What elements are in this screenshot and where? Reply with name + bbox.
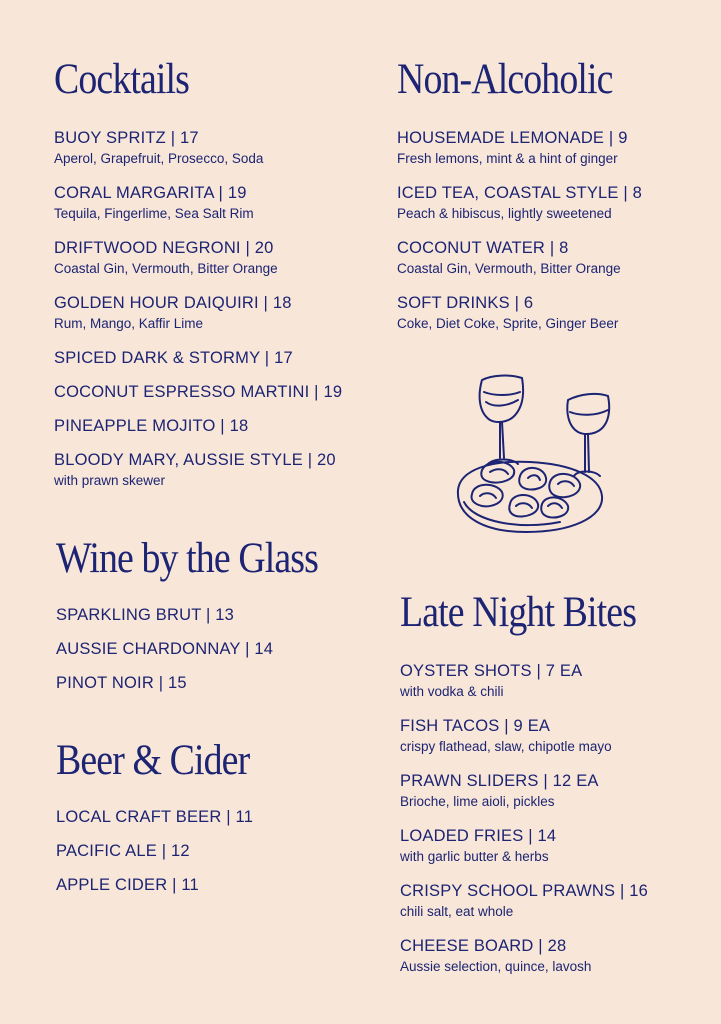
menu-item (56, 807, 376, 827)
menu-item-desc: Rum, Mango, Kaffir Lime (54, 316, 204, 331)
menu-item (400, 936, 710, 976)
menu-item (54, 128, 384, 168)
menu-item-name: CHEESE BOARD | 28 (400, 937, 567, 955)
menu-item-name: AUSSIE CHARDONNAY | 14 (56, 640, 274, 658)
menu-item-name: SPARKLING BRUT | 13 (56, 606, 235, 624)
menu-item-name: PINOT NOIR | 15 (56, 674, 187, 692)
menu-item-name: ICED TEA, COASTAL STYLE | 8 (397, 184, 643, 202)
wine-section (56, 537, 376, 707)
menu-item (56, 605, 376, 625)
menu-item (54, 382, 384, 402)
menu-item-desc: Brioche, lime aioli, pickles (400, 794, 555, 809)
non-alcoholic-section (397, 58, 707, 348)
beer-section (56, 739, 376, 909)
menu-item-name: HOUSEMADE LEMONADE | 9 (397, 129, 628, 147)
menu-item-desc: Peach & hibiscus, lightly sweetened (397, 206, 612, 221)
menu-item-name: BLOODY MARY, AUSSIE STYLE | 20 (54, 451, 336, 469)
menu-item-desc: Aussie selection, quince, lavosh (400, 959, 592, 974)
menu-item-desc: Coastal Gin, Vermouth, Bitter Orange (54, 261, 278, 276)
menu-item-desc: with prawn skewer (54, 473, 166, 488)
menu-item-name: BUOY SPRITZ | 17 (54, 129, 199, 147)
wine-glasses-oysters-icon (450, 372, 620, 544)
menu-item (400, 881, 710, 921)
menu-item-desc: Coke, Diet Coke, Sprite, Ginger Beer (397, 316, 619, 331)
menu-item (54, 450, 384, 490)
menu-item-name: OYSTER SHOTS | 7 EA (400, 662, 583, 680)
menu-item-name: PRAWN SLIDERS | 12 EA (400, 772, 599, 790)
menu-item-name: DRIFTWOOD NEGRONI | 20 (54, 239, 274, 257)
menu-item (397, 183, 707, 223)
menu-item (397, 293, 707, 333)
menu-item-name: GOLDEN HOUR DAIQUIRI | 18 (54, 294, 292, 312)
menu-item (54, 293, 384, 333)
cocktails-heading: Cocktails (54, 56, 190, 103)
menu-item-name: COCONUT ESPRESSO MARTINI | 19 (54, 383, 343, 401)
menu-item (56, 673, 376, 693)
menu-item-desc: Fresh lemons, mint & a hint of ginger (397, 151, 618, 166)
beer-heading: Beer & Cider (56, 737, 250, 784)
menu-item-name: PINEAPPLE MOJITO | 18 (54, 417, 249, 435)
menu-item (397, 238, 707, 278)
menu-item-name: FISH TACOS | 9 EA (400, 717, 551, 735)
menu-item (56, 639, 376, 659)
menu-item (397, 128, 707, 168)
menu-item (400, 661, 710, 701)
wine-heading: Wine by the Glass (56, 535, 319, 582)
menu-item-name: PACIFIC ALE | 12 (56, 842, 190, 860)
menu-item (56, 875, 376, 895)
menu-item-desc: Aperol, Grapefruit, Prosecco, Soda (54, 151, 264, 166)
menu-item-desc: with garlic butter & herbs (400, 849, 549, 864)
menu-item-name: SOFT DRINKS | 6 (397, 294, 534, 312)
menu-item (400, 716, 710, 756)
menu-item (54, 238, 384, 278)
menu-item (400, 771, 710, 811)
menu-item-desc: crispy flathead, slaw, chipotle mayo (400, 739, 612, 754)
bites-section (400, 591, 710, 991)
menu-item (54, 183, 384, 223)
menu-item (54, 348, 384, 368)
menu-item-name: LOCAL CRAFT BEER | 11 (56, 808, 254, 826)
bites-heading: Late Night Bites (400, 589, 637, 636)
menu-item-name: CORAL MARGARITA | 19 (54, 184, 247, 202)
menu-item-name: LOADED FRIES | 14 (400, 827, 557, 845)
menu-item-name: CRISPY SCHOOL PRAWNS | 16 (400, 882, 648, 900)
menu-item-name: COCONUT WATER | 8 (397, 239, 569, 257)
menu-item (54, 416, 384, 436)
menu-item (400, 826, 710, 866)
menu-item-desc: Tequila, Fingerlime, Sea Salt Rim (54, 206, 254, 221)
menu-item-desc: with vodka & chili (400, 684, 504, 699)
menu-item-desc: chili salt, eat whole (400, 904, 514, 919)
menu-item (56, 841, 376, 861)
menu-item-name: SPICED DARK & STORMY | 17 (54, 349, 293, 367)
menu-item-name: APPLE CIDER | 11 (56, 876, 199, 894)
cocktails-section (54, 58, 384, 505)
menu-item-desc: Coastal Gin, Vermouth, Bitter Orange (397, 261, 621, 276)
non-alcoholic-heading: Non-Alcoholic (397, 56, 613, 103)
